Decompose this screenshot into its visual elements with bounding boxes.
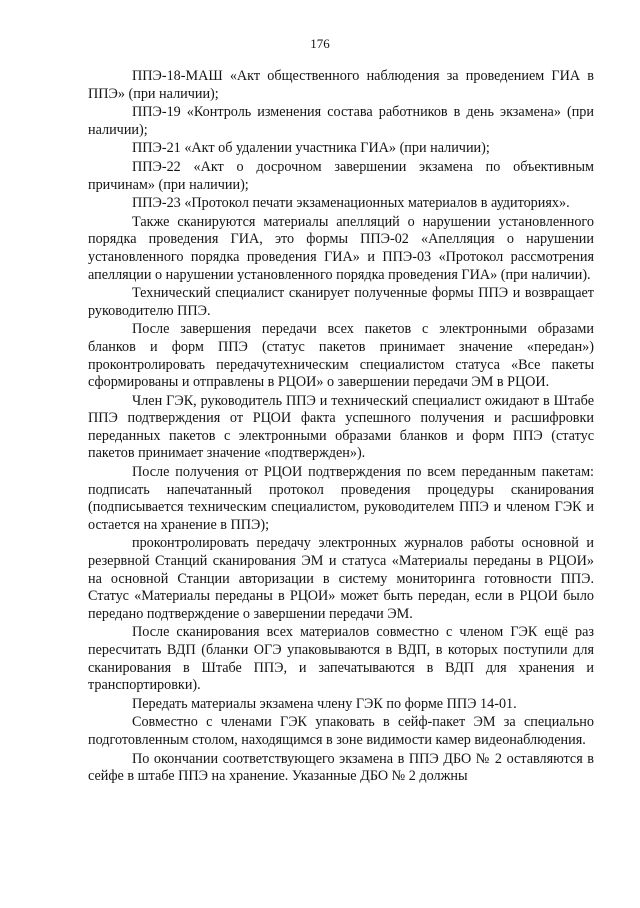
paragraph-recount-vdp: После сканирования всех материалов совместно с членом ГЭК ещё раз пересчитать ВДП (бланки ОГЭ упаковываются в ВДП, в которых поступили для сканирования в Штабе ППЭ, и запечатываются в ВДП для хранения и транспортировки). xyxy=(88,624,594,694)
document-body xyxy=(88,68,594,786)
paragraph-ppe-18-mash: ППЭ-18-МАШ «Акт общественного наблюдения за проведением ГИА в ППЭ» (при наличии); xyxy=(88,68,594,102)
paragraph-ppe-21: ППЭ-21 «Акт об удалении участника ГИА» (при наличии); xyxy=(132,140,490,157)
paragraph-hand-over-materials: Передать материалы экзамена члену ГЭК по форме ППЭ 14-01. xyxy=(132,695,517,712)
paragraph-pack-safe-package: Совместно с членами ГЭК упаковать в сейф-пакет ЭМ за специально подготовленным столом, находящимся в зоне видимости камер видеонаблюдения. xyxy=(88,714,594,748)
paragraph-ppe-22: ППЭ-22 «Акт о досрочном завершении экзамена по объективным причинам» (при наличии); xyxy=(88,158,594,193)
paragraph-ppe-19: ППЭ-19 «Контроль изменения состава работников в день экзамена» (при наличии); xyxy=(88,104,594,138)
paragraph-appeals: Также сканируются материалы апелляций о нарушении установленного порядка проведения ГИА, это формы ППЭ-02 «Апелляция о нарушении установленного порядка проведения ГИА» и ППЭ-03 «Протокол рассмотрения апелляции о нарушении установленного порядка проведения ГИА» (при наличии). xyxy=(88,213,594,283)
paragraph-tech-specialist-scans: Технический специалист сканирует полученные формы ППЭ и возвращает руководителю ППЭ. xyxy=(88,285,594,319)
paragraph-after-transfer: После завершения передачи всех пакетов с электронными образами бланков и форм ППЭ (статус пакетов принимает значение «передан») проконтролировать передачутехническим специалистом статуса «Все пакеты сформированы и отправлены в РЦОИ» о завершении передачи ЭМ в РЦОИ. xyxy=(88,321,594,391)
page-number: 176 xyxy=(310,36,330,51)
paragraph-control-journals: проконтролировать передачу электронных журналов работы основной и резервной Станций сканирования ЭМ и статуса «Материалы переданы в РЦОИ» на основной Станции авторизации в систему мониторинга готовности ППЭ. Статус «Материалы переданы в РЦОИ» может быть передан, если в РЦОИ было передано подтверждение о завершении передачи ЭМ. xyxy=(88,535,594,622)
paragraph-ppe-23: ППЭ-23 «Протокол печати экзаменационных материалов в аудиториях». xyxy=(132,195,570,212)
paragraph-after-confirmation: После получения от РЦОИ подтверждения по всем переданным пакетам: подписать напечатанный протокол проведения процедуры сканирования (подписывается техническим специалистом, руководителем ППЭ и членом ГЭК и остается на хранение в ППЭ); xyxy=(88,464,594,533)
paragraph-dbo-storage: По окончании соответствующего экзамена в ППЭ ДБО № 2 оставляются в сейфе в штабе ППЭ на хранение. Указанные ДБО № 2 должны xyxy=(88,750,594,785)
paragraph-gek-member-waits: Член ГЭК, руководитель ППЭ и технический специалист ожидают в Штабе ППЭ подтверждения от РЦОИ факта успешного получения и расшифровки переданных пакетов с электронными образами бланков и форм ППЭ (статус пакетов принимает значение «подтвержден»). xyxy=(88,392,594,462)
